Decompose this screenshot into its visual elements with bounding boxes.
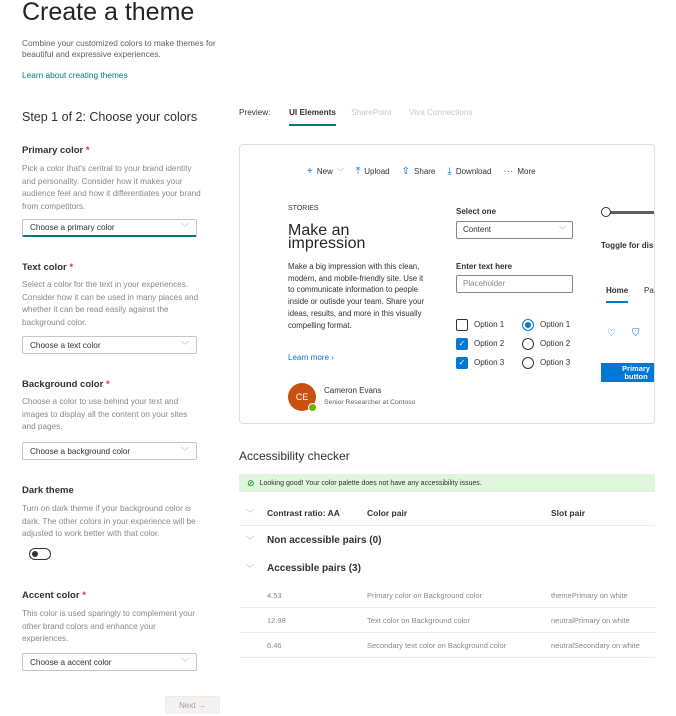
primary-color-dropdown[interactable]: Choose a primary color ﹀ bbox=[22, 219, 197, 237]
select-label: Select one bbox=[456, 207, 497, 216]
learn-more-link[interactable]: Learn more › bbox=[288, 353, 334, 362]
col-slot-pair[interactable]: Slot pair bbox=[551, 508, 586, 518]
dark-theme-desc: Turn on dark theme if your background color is dark. The other colors in your experience will be adjusted to work better with that color. bbox=[22, 504, 196, 538]
download-label: Download bbox=[455, 167, 492, 176]
tab-viva-connections[interactable]: Viva Connections bbox=[409, 108, 473, 117]
radio-group bbox=[522, 318, 570, 369]
slider-track[interactable] bbox=[608, 211, 655, 214]
table-row bbox=[239, 583, 655, 608]
radio-label: Option 3 bbox=[540, 358, 571, 367]
slot: neutralPrimary on white bbox=[551, 615, 630, 625]
step-heading: Step 1 of 2: Choose your colors bbox=[22, 110, 198, 124]
ratio: 12.98 bbox=[267, 615, 286, 625]
checkbox-label: Option 3 bbox=[474, 358, 505, 367]
group-accessible[interactable] bbox=[239, 556, 655, 581]
pivot-pages[interactable]: Pa bbox=[644, 286, 654, 295]
group-label: Non accessible pairs (0) bbox=[267, 535, 382, 546]
next-button[interactable]: Next → bbox=[165, 696, 220, 714]
radio[interactable] bbox=[522, 338, 534, 350]
share-icon: ⇪ bbox=[401, 166, 411, 177]
download-icon: ⤓ bbox=[447, 166, 452, 177]
preview-panel bbox=[239, 144, 655, 424]
stories-label: STORIES bbox=[288, 205, 319, 212]
col-color-pair[interactable]: Color pair bbox=[367, 508, 408, 518]
share-command[interactable] bbox=[402, 166, 436, 177]
background-color-dropdown[interactable]: Choose a background color ﹀ bbox=[22, 442, 197, 460]
checkbox-option[interactable] bbox=[456, 318, 504, 331]
chevron-down-icon[interactable]: ﹀ bbox=[246, 564, 254, 573]
success-message: Looking good! Your color palette does not have any accessibility issues. bbox=[259, 479, 482, 487]
group-non-accessible[interactable] bbox=[239, 528, 655, 553]
tab-ui-elements[interactable]: UI Elements bbox=[289, 108, 336, 126]
command-bar bbox=[307, 166, 536, 177]
accent-color-label: Accent color * bbox=[22, 590, 86, 601]
accent-color-desc: This color is used sparingly to complement your other brand colors and enhance your experiences. bbox=[22, 609, 195, 643]
bookmark-icon[interactable]: ⛉ bbox=[632, 328, 640, 339]
accessibility-heading: Accessibility checker bbox=[239, 449, 350, 463]
checkbox-label: Option 2 bbox=[474, 339, 505, 348]
chevron-down-icon: ﹀ bbox=[336, 168, 344, 176]
table-row bbox=[239, 608, 655, 633]
primary-color-desc: Pick a color that's central to your brand identity and personality. Consider how it makes your audience feel and how it differentiates your brand from competitors. bbox=[22, 164, 201, 211]
ratio: 4.53 bbox=[267, 590, 282, 600]
more-command[interactable] bbox=[503, 166, 535, 177]
checkbox[interactable]: ✓ bbox=[456, 338, 468, 350]
table-row bbox=[239, 633, 655, 658]
checkbox-option[interactable] bbox=[456, 337, 504, 350]
pivot-home[interactable]: Home bbox=[606, 286, 628, 303]
group-label: Accessible pairs (3) bbox=[267, 563, 361, 574]
radio-option[interactable] bbox=[522, 318, 570, 331]
new-label: New bbox=[316, 167, 333, 176]
avatar: CE bbox=[288, 383, 316, 411]
background-color-label: Background color * bbox=[22, 379, 110, 390]
person-role: Senior Researcher at Contoso bbox=[324, 399, 416, 406]
text-color-desc: Select a color for the text in your experiences. Consider how it can be used in many places and whether it can be read easily against the background color. bbox=[22, 280, 199, 327]
radio-label: Option 2 bbox=[540, 339, 571, 348]
page-title: Create a theme bbox=[22, 0, 195, 26]
radio[interactable] bbox=[522, 319, 534, 331]
radio-label: Option 1 bbox=[540, 320, 571, 329]
intro-text: Combine your customized colors to make themes for beautiful and expressive experiences. bbox=[22, 38, 216, 59]
pair: Text color on Background color bbox=[367, 615, 470, 625]
plus-icon: + bbox=[307, 166, 313, 177]
person-name: Cameron Evans bbox=[324, 386, 382, 395]
select-dropdown[interactable]: Content ﹀ bbox=[456, 221, 573, 239]
checkbox-group bbox=[456, 318, 504, 369]
checkbox-label: Option 1 bbox=[474, 320, 505, 329]
success-message-bar bbox=[239, 474, 655, 492]
chevron-down-icon: ﹀ bbox=[181, 340, 189, 350]
learn-link[interactable]: Learn about creating themes bbox=[22, 70, 128, 80]
upload-icon: ⤒ bbox=[355, 166, 361, 177]
text-color-dropdown[interactable]: Choose a text color ﹀ bbox=[22, 336, 197, 354]
text-field-label: Enter text here bbox=[456, 262, 513, 271]
tab-sharepoint[interactable]: SharePoint bbox=[351, 108, 392, 117]
more-icon: ··· bbox=[503, 166, 514, 177]
new-command[interactable] bbox=[307, 166, 344, 177]
preview-label: Preview: bbox=[239, 108, 271, 117]
accent-color-dropdown[interactable]: Choose a accent color ﹀ bbox=[22, 653, 197, 671]
primary-color-label: Primary color * bbox=[22, 145, 90, 156]
dark-theme-label: Dark theme bbox=[22, 485, 74, 496]
table-header bbox=[239, 501, 655, 526]
checkbox[interactable] bbox=[456, 319, 468, 331]
slot: themePrimary on white bbox=[551, 590, 628, 600]
slider-thumb[interactable] bbox=[601, 207, 611, 217]
story-body: Make a big impression with this clean, modern, and mobile-friendly site. Use it to communicate information to people inside or outisde your team. Share your ideas, results, and more in this visually compelling format. bbox=[288, 262, 425, 330]
share-label: Share bbox=[414, 167, 436, 176]
like-icon[interactable]: ♡ bbox=[607, 328, 616, 339]
radio-option[interactable] bbox=[522, 337, 570, 350]
radio[interactable] bbox=[522, 357, 534, 369]
text-color-label: Text color * bbox=[22, 262, 74, 273]
toggle-label: Toggle for dis bbox=[601, 241, 654, 250]
upload-command[interactable] bbox=[356, 166, 390, 177]
download-command[interactable] bbox=[447, 166, 491, 177]
checkbox[interactable]: ✓ bbox=[456, 357, 468, 369]
chevron-down-icon: ﹀ bbox=[181, 446, 189, 456]
chevron-right-icon: › bbox=[331, 353, 334, 362]
slot: neutralSecondary on white bbox=[551, 640, 640, 650]
chevron-down-icon: ﹀ bbox=[559, 227, 566, 234]
radio-option[interactable] bbox=[522, 356, 570, 369]
presence-icon bbox=[308, 403, 317, 412]
chevron-down-icon[interactable]: ﹀ bbox=[246, 508, 254, 518]
text-field[interactable]: Placeholder bbox=[456, 275, 573, 293]
primary-button[interactable]: Primary button bbox=[601, 363, 655, 382]
background-color-desc: Choose a color to use behind your text and images to display all the content on your sites and pages. bbox=[22, 397, 188, 431]
dark-theme-toggle[interactable] bbox=[29, 548, 51, 560]
check-circle-icon: ⊘ bbox=[247, 477, 255, 488]
col-contrast[interactable]: Contrast ratio: AA bbox=[267, 508, 340, 518]
headline: Make an impression bbox=[288, 222, 366, 252]
pair: Secondary text color on Background color bbox=[367, 640, 507, 650]
chevron-down-icon: ﹀ bbox=[181, 657, 189, 667]
chevron-down-icon: ﹀ bbox=[181, 223, 189, 232]
more-label: More bbox=[517, 167, 536, 176]
chevron-down-icon[interactable]: ﹀ bbox=[246, 536, 254, 545]
ratio: 6.46 bbox=[267, 640, 282, 650]
pair: Primary color on Background color bbox=[367, 590, 483, 600]
checkbox-option[interactable] bbox=[456, 356, 504, 369]
upload-label: Upload bbox=[364, 167, 390, 176]
